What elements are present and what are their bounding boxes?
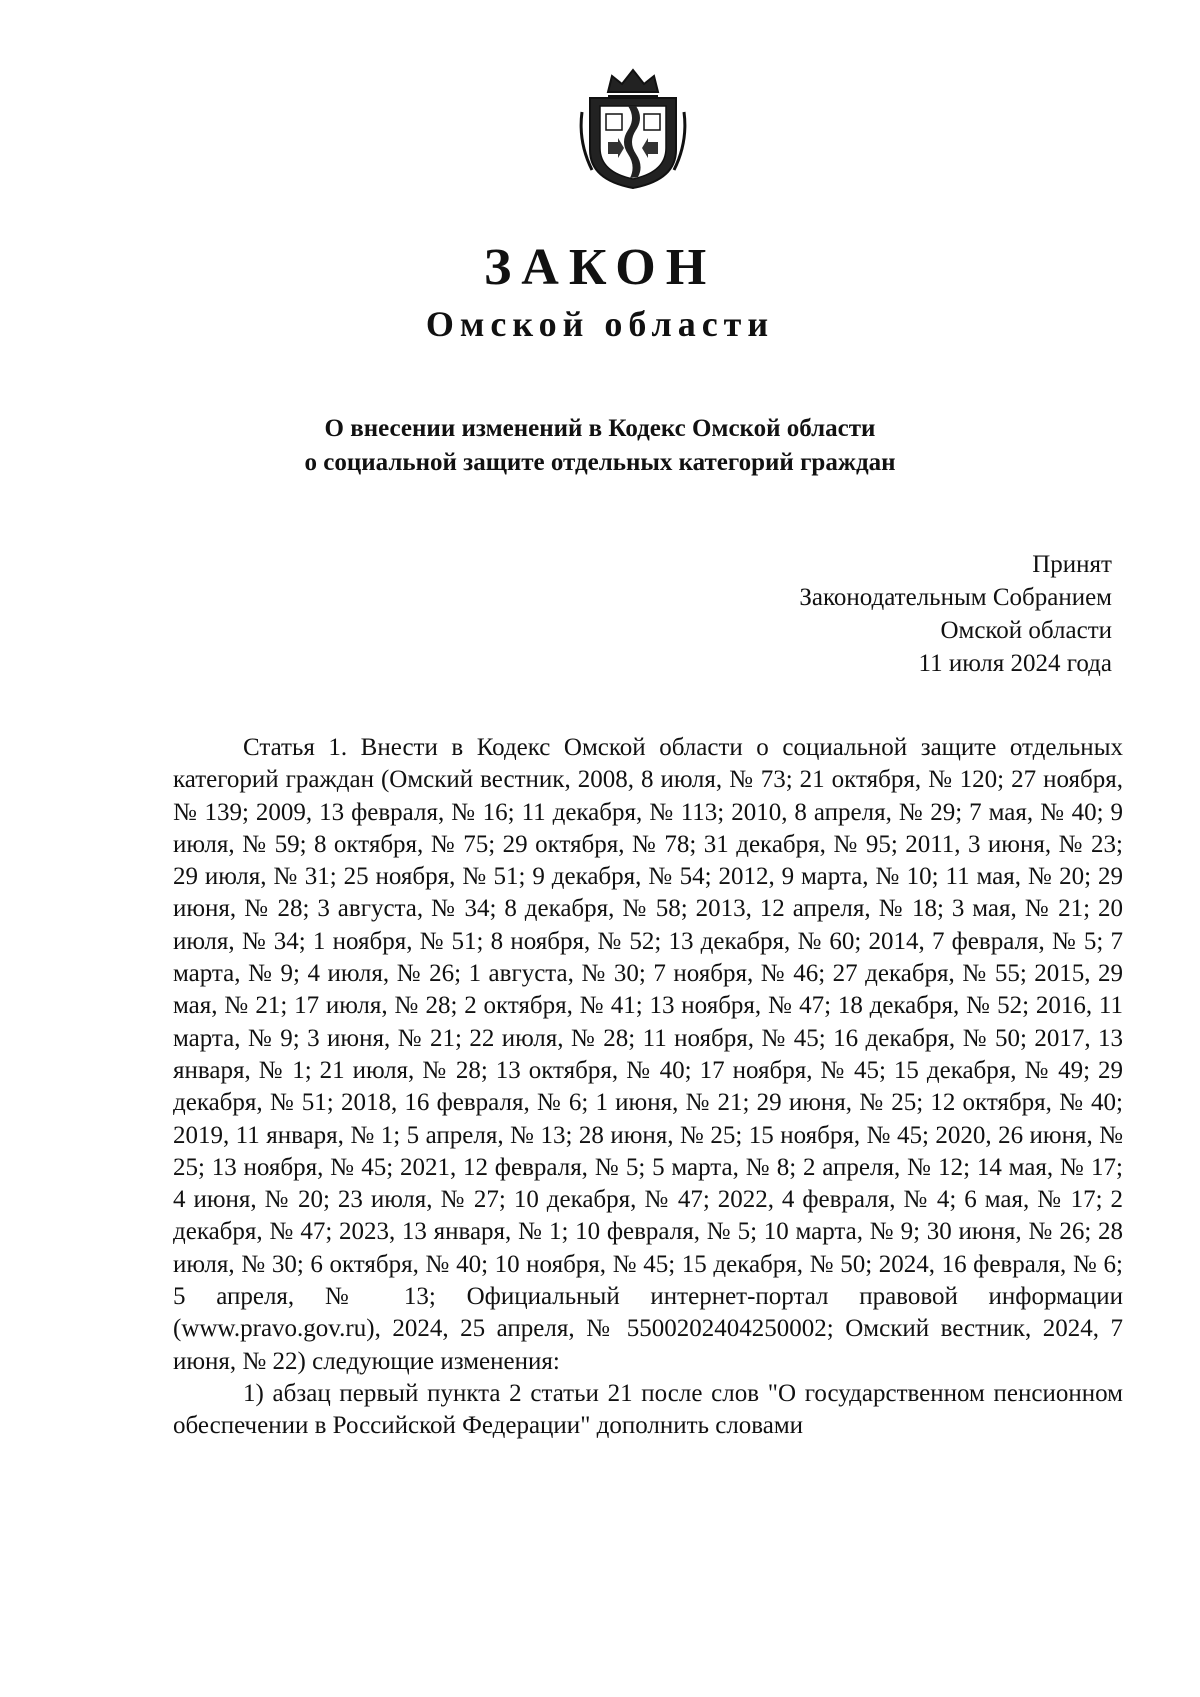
adoption-date: 11 июля 2024 года <box>918 650 1112 677</box>
subject-line-2: о социальной защите отдельных категорий граждан <box>304 449 896 476</box>
law-region: Омской области <box>425 304 775 344</box>
omsk-coat-of-arms-emblem <box>578 62 688 192</box>
adoption-line-3: Омской области <box>940 617 1112 644</box>
law-subject <box>0 412 1200 480</box>
subject-line-1: О внесении изменений в Кодекс Омской области <box>324 415 876 442</box>
article-1-paragraph: Статья 1. Внести в Кодекс Омской области о социальной защите отдельных категорий граждан (Омский вестник, 2008, 8 июля, № 73; 21 октября, № 120; 27 ноября, № 139; 2009, 13 февраля, № 16; 11 декабря, № 113; 2010, 8 апреля, № 29; 7 мая, № 40; 9 июля, № 59; 8 октября, № 75; 29 октября, № 78; 31 декабря, № 95; 2011, 3 июня, № 23; 29 июля, № 31; 25 ноября, № 51; 9 декабря, № 54; 2012, 9 марта, № 10; 11 мая, № 20; 29 июня, № 28; 3 августа, № 34; 8 декабря, № 58; 2013, 12 апреля, № 18; 3 мая, № 21; 20 июля, № 34; 1 ноября, № 51; 8 ноября, № 52; 13 декабря, № 60; 2014, 7 февраля, № 5; 7 марта, № 9; 4 июля, № 26; 1 августа, № 30; 7 ноября, № 46; 27 декабря, № 55; 2015, 29 мая, № 21; 17 июля, № 28; 2 октября, № 41; 13 ноября, № 47; 18 декабря, № 52; 2016, 11 марта, № 9; 3 июня, № 21; 22 июля, № 28; 11 ноября, № 45; 16 декабря, № 50; 2017, 13 января, № 1; 21 июля, № 28; 13 октября, № 40; 17 ноября, № 45; 15 декабря, № 49; 29 декабря, № 51; 2018, 16 февраля, № 6; 1 июня, № 21; 29 июня, № 25; 12 октября, № 40; 2019, 11 января, № 1; 5 апреля, № 13; 28 июня, № 25; 15 ноября, № 45; 2020, 26 июня, № 25; 13 ноября, № 45; 2021, 12 февраля, № 5; 5 марта, № 8; 2 апреля, № 12; 14 мая, № 17; 4 июня, № 20; 23 июля, № 27; 10 декабря, № 47; 2022, 4 февраля, № 4; 6 мая, № 17; 2 декабря, № 47; 2023, 13 января, № 1; 10 февраля, № 5; 10 марта, № 9; 30 июня, № 26; 28 июля, № 30; 6 октября, № 40; 10 ноября, № 45; 15 декабря, № 50; 2024, 16 февраля, № 6; 5 апреля, № 13; Официальный интернет-портал правовой информации (www.pravo.gov.ru), 2024, 25 апреля, № 5500202404250002; Омский вестник, 2024, 7 июня, № 22) следующие изменения: <box>173 734 1123 1375</box>
law-title: ЗАКОН <box>483 239 717 296</box>
adoption-block <box>799 548 1112 680</box>
adoption-line-1: Принят <box>1032 551 1112 578</box>
item-1-paragraph: 1) абзац первый пункта 2 статьи 21 после слов "О государственном пенсионном обеспечении в Российской Федерации" дополнить словами <box>173 1379 1123 1440</box>
adoption-line-2: Законодательным Собранием <box>799 584 1112 611</box>
law-body <box>173 732 1123 1443</box>
